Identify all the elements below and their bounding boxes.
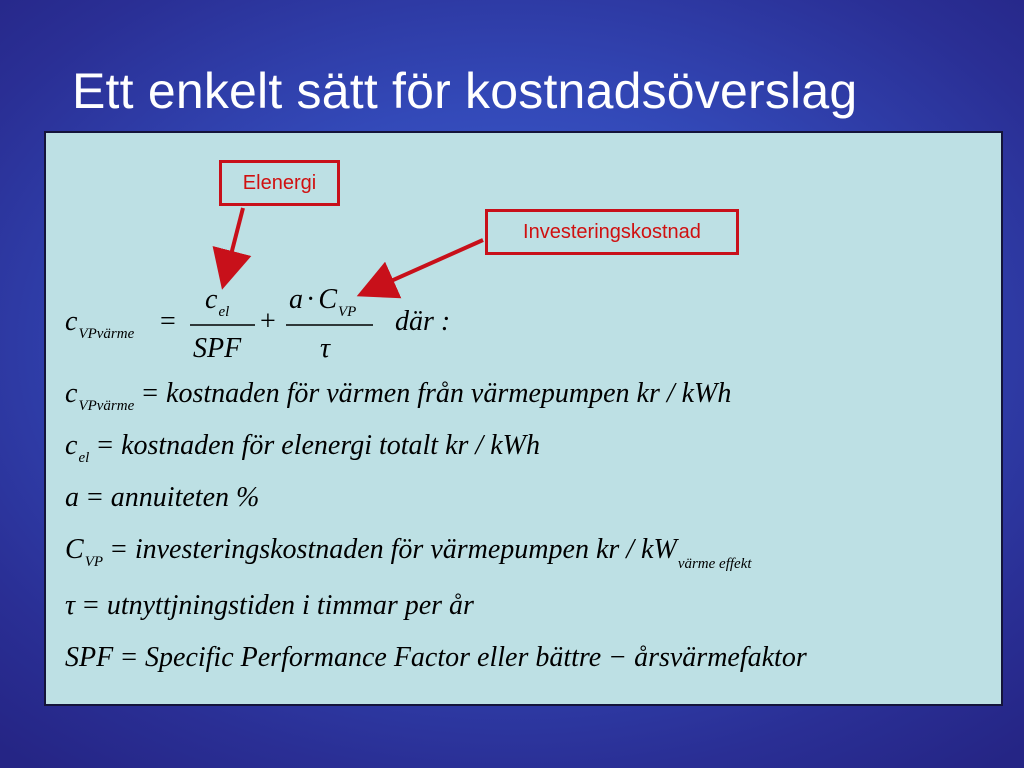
definition-a: a = annuiteten % (65, 482, 260, 513)
formula-dar: där : (395, 306, 451, 337)
fraction-2-denominator: τ (320, 333, 331, 364)
arrow-elenergi (224, 208, 243, 282)
callout-elenergi-label: Elenergi (242, 171, 317, 194)
callout-investeringskostnad-label: Investeringskostnad (523, 220, 701, 243)
fraction-1-denominator: SPF (193, 333, 242, 364)
definition-tau: τ = utnyttjningstiden i timmar per år (65, 590, 474, 621)
definition-spf: SPF = Specific Performance Factor eller bättre − årsvärmefaktor (65, 642, 807, 673)
fraction-2-numerator: $a \cdot C_{VP}$ (289, 284, 357, 320)
definition-c-vp: $C_{VP}$ = investeringskostnaden för värmepumpen kr / $kW_{värme effekt}$ (65, 534, 752, 572)
definition-c-vpvarme: $c_{VPvärme}$ = kostnaden för värmen från värmepumpen kr / kWh (65, 378, 732, 414)
formula-equals: = (160, 306, 176, 337)
slide-title: Ett enkelt sätt för kostnadsöverslag (72, 63, 858, 119)
arrow-investering (364, 240, 483, 293)
definition-c-el: $c_{el}$ = kostnaden för elenergi totalt kr / kWh (65, 430, 540, 466)
fraction-1-numerator: $c_{el}$ (205, 284, 230, 320)
formula-lhs: $c_{VPvärme}$ (65, 306, 135, 342)
formula-plus: + (260, 306, 276, 337)
